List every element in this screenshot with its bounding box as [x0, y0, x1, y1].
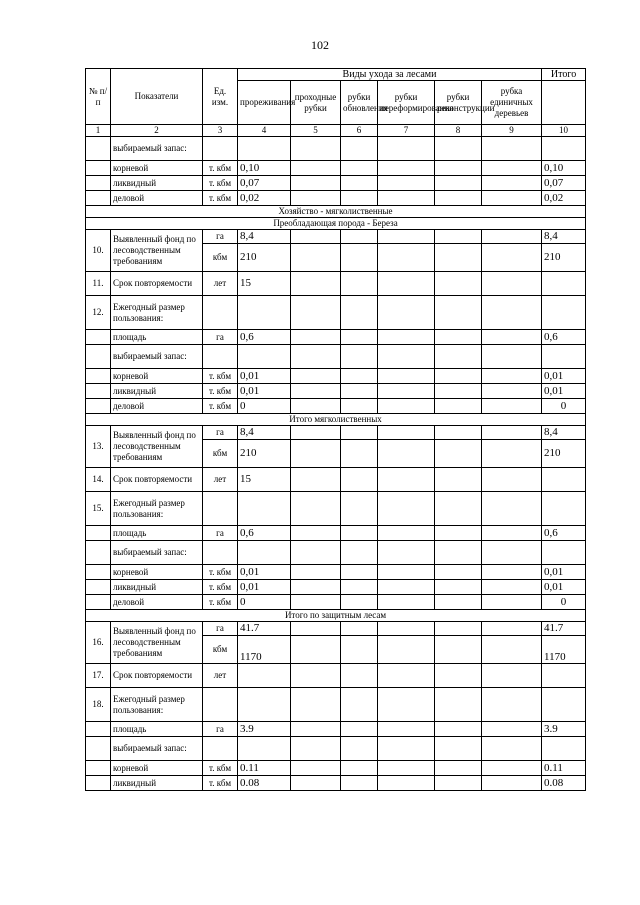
- row-unit: т. кбм: [203, 761, 238, 776]
- row-number: 10.: [86, 230, 111, 272]
- table-row: [86, 541, 586, 565]
- header-col-renewal: рубки обновления: [341, 81, 378, 125]
- row-value: 0,01: [238, 580, 291, 595]
- row-value: 0,6: [238, 526, 291, 541]
- col-number: 2: [111, 125, 203, 137]
- row-unit: т. кбм: [203, 580, 238, 595]
- row-value: 41.7: [238, 622, 291, 636]
- row-value: 0.08: [238, 776, 291, 791]
- col-number: 6: [341, 125, 378, 137]
- row-unit: лет: [203, 272, 238, 296]
- row-label: площадь: [111, 330, 203, 345]
- col-number: 3: [203, 125, 238, 137]
- row-value: [238, 664, 291, 688]
- row-label: корневой: [111, 369, 203, 384]
- row-unit: т. кбм: [203, 565, 238, 580]
- row-value: 210: [238, 440, 291, 468]
- header-indicators: Показатели: [111, 69, 203, 125]
- row-total: 1170: [542, 636, 586, 664]
- row-total: 0.08: [542, 776, 586, 791]
- table-row: [86, 468, 586, 492]
- header-group: Виды ухода за лесами: [238, 69, 542, 81]
- section-heading: Хозяйство - мягколиственные: [86, 206, 586, 218]
- row-total: 3.9: [542, 722, 586, 737]
- row-label: ликвидный: [111, 176, 203, 191]
- table-row: [86, 161, 586, 176]
- header-col-reform: рубки переформирования: [378, 81, 435, 125]
- row-unit: га: [203, 230, 238, 244]
- col-number: 4: [238, 125, 291, 137]
- row-label: Срок повторяемости: [111, 468, 203, 492]
- row-total: 0,07: [542, 176, 586, 191]
- table-row: [86, 776, 586, 791]
- row-value: 0,02: [238, 191, 291, 206]
- table-row: [86, 369, 586, 384]
- row-label: Ежегодный размер пользования:: [111, 296, 203, 330]
- row-total: 0,10: [542, 161, 586, 176]
- row-label: корневой: [111, 761, 203, 776]
- row-total: 8,4: [542, 230, 586, 244]
- row-label: Срок повторяемости: [111, 664, 203, 688]
- row-number: 14.: [86, 468, 111, 492]
- table-row: [86, 426, 586, 440]
- row-value: 8,4: [238, 230, 291, 244]
- row-unit: т. кбм: [203, 595, 238, 610]
- row-label: выбираемый запас:: [111, 345, 203, 369]
- row-total: 0: [542, 399, 586, 414]
- row-total: 210: [542, 244, 586, 272]
- col-number: 1: [86, 125, 111, 137]
- row-number: 18.: [86, 688, 111, 722]
- row-unit: т. кбм: [203, 161, 238, 176]
- col-number: 5: [291, 125, 341, 137]
- row-label: площадь: [111, 526, 203, 541]
- table-row: [86, 664, 586, 688]
- row-total: 0: [542, 595, 586, 610]
- header-num: № п/п: [86, 69, 111, 125]
- table-row: [86, 565, 586, 580]
- row-unit: т. кбм: [203, 176, 238, 191]
- row-label: Ежегодный размер пользования:: [111, 492, 203, 526]
- row-unit: га: [203, 330, 238, 345]
- row-label: ликвидный: [111, 580, 203, 595]
- col-number: 8: [435, 125, 482, 137]
- table-row: [86, 399, 586, 414]
- row-number: 13.: [86, 426, 111, 468]
- row-label: Выявленный фонд по лесоводственным требованиям: [111, 622, 203, 664]
- table-row: [86, 345, 586, 369]
- row-label: Выявленный фонд по лесоводственным требованиям: [111, 426, 203, 468]
- row-number: 16.: [86, 622, 111, 664]
- page-number: 102: [311, 38, 329, 52]
- table-row: [86, 137, 586, 161]
- row-total: 0,01: [542, 565, 586, 580]
- row-value: 210: [238, 244, 291, 272]
- row-unit: лет: [203, 664, 238, 688]
- table-row: [86, 191, 586, 206]
- row-unit: кбм: [203, 636, 238, 664]
- row-label: выбираемый запас:: [111, 137, 203, 161]
- row-unit: т. кбм: [203, 399, 238, 414]
- row-total: 0,01: [542, 369, 586, 384]
- row-label: деловой: [111, 191, 203, 206]
- table-row: [86, 737, 586, 761]
- forest-care-table: [85, 68, 586, 791]
- row-value: 0,6: [238, 330, 291, 345]
- header-total: Итого: [542, 69, 586, 81]
- table-row: [86, 330, 586, 345]
- row-unit: га: [203, 622, 238, 636]
- row-unit: т. кбм: [203, 369, 238, 384]
- table-row: [86, 761, 586, 776]
- row-total: 0,01: [542, 384, 586, 399]
- row-label: выбираемый запас:: [111, 737, 203, 761]
- section-heading: Итого мягколиственных: [86, 414, 586, 426]
- row-label: ликвидный: [111, 776, 203, 791]
- table-row: [86, 595, 586, 610]
- row-value: 0,01: [238, 384, 291, 399]
- row-value: 1170: [238, 636, 291, 664]
- row-value: 15: [238, 272, 291, 296]
- row-value: 8,4: [238, 426, 291, 440]
- row-label: выбираемый запас:: [111, 541, 203, 565]
- header-col-thinning: прореживания: [238, 81, 291, 125]
- row-unit: лет: [203, 468, 238, 492]
- section-heading: Итого по защитным лесам: [86, 610, 586, 622]
- row-number: 15.: [86, 492, 111, 526]
- row-total: 0,02: [542, 191, 586, 206]
- row-unit: кбм: [203, 244, 238, 272]
- row-label: корневой: [111, 565, 203, 580]
- row-value: 0,10: [238, 161, 291, 176]
- row-value: 0: [238, 595, 291, 610]
- row-number: 17.: [86, 664, 111, 688]
- row-label: корневой: [111, 161, 203, 176]
- row-number: 11.: [86, 272, 111, 296]
- table-row: [86, 296, 586, 330]
- col-number: 9: [482, 125, 542, 137]
- row-total: 8,4: [542, 426, 586, 440]
- table-row: [86, 688, 586, 722]
- row-total: 0.11: [542, 761, 586, 776]
- row-value: 15: [238, 468, 291, 492]
- table-row: [86, 230, 586, 244]
- table-row: [86, 176, 586, 191]
- col-number: 10: [542, 125, 586, 137]
- table-row: [86, 492, 586, 526]
- row-value: 0,01: [238, 369, 291, 384]
- row-value: 0.11: [238, 761, 291, 776]
- row-label: деловой: [111, 399, 203, 414]
- row-label: Выявленный фонд по лесоводственным требованиям: [111, 230, 203, 272]
- row-label: деловой: [111, 595, 203, 610]
- row-total: 0,01: [542, 580, 586, 595]
- row-number: 12.: [86, 296, 111, 330]
- row-value: 0,07: [238, 176, 291, 191]
- row-value: 3.9: [238, 722, 291, 737]
- header-col-total-empty: [542, 81, 586, 125]
- row-label: площадь: [111, 722, 203, 737]
- row-total: 41.7: [542, 622, 586, 636]
- table-row: [86, 272, 586, 296]
- table-row: [86, 722, 586, 737]
- row-label: Срок повторяемости: [111, 272, 203, 296]
- row-value: 0: [238, 399, 291, 414]
- header-col-reconstruction: рубки реконструкции: [435, 81, 482, 125]
- section-heading: Преобладающая порода - Береза: [86, 218, 586, 230]
- row-unit: т. кбм: [203, 384, 238, 399]
- col-number: 7: [378, 125, 435, 137]
- table-row: [86, 622, 586, 636]
- row-unit: т. кбм: [203, 776, 238, 791]
- table-row: [86, 580, 586, 595]
- row-unit: т. кбм: [203, 191, 238, 206]
- table-row: [86, 526, 586, 541]
- table-row: [86, 384, 586, 399]
- row-label: ликвидный: [111, 384, 203, 399]
- header-unit: Ед. изм.: [203, 69, 238, 125]
- row-total: 0,6: [542, 526, 586, 541]
- row-value: 0,01: [238, 565, 291, 580]
- row-unit: кбм: [203, 440, 238, 468]
- header-col-passage: проходные рубки: [291, 81, 341, 125]
- row-total: 0,6: [542, 330, 586, 345]
- row-unit: га: [203, 722, 238, 737]
- row-unit: га: [203, 426, 238, 440]
- row-total: 210: [542, 440, 586, 468]
- row-unit: га: [203, 526, 238, 541]
- header-col-single-trees: рубка единичных деревьев: [482, 81, 542, 125]
- row-label: Ежегодный размер пользования:: [111, 688, 203, 722]
